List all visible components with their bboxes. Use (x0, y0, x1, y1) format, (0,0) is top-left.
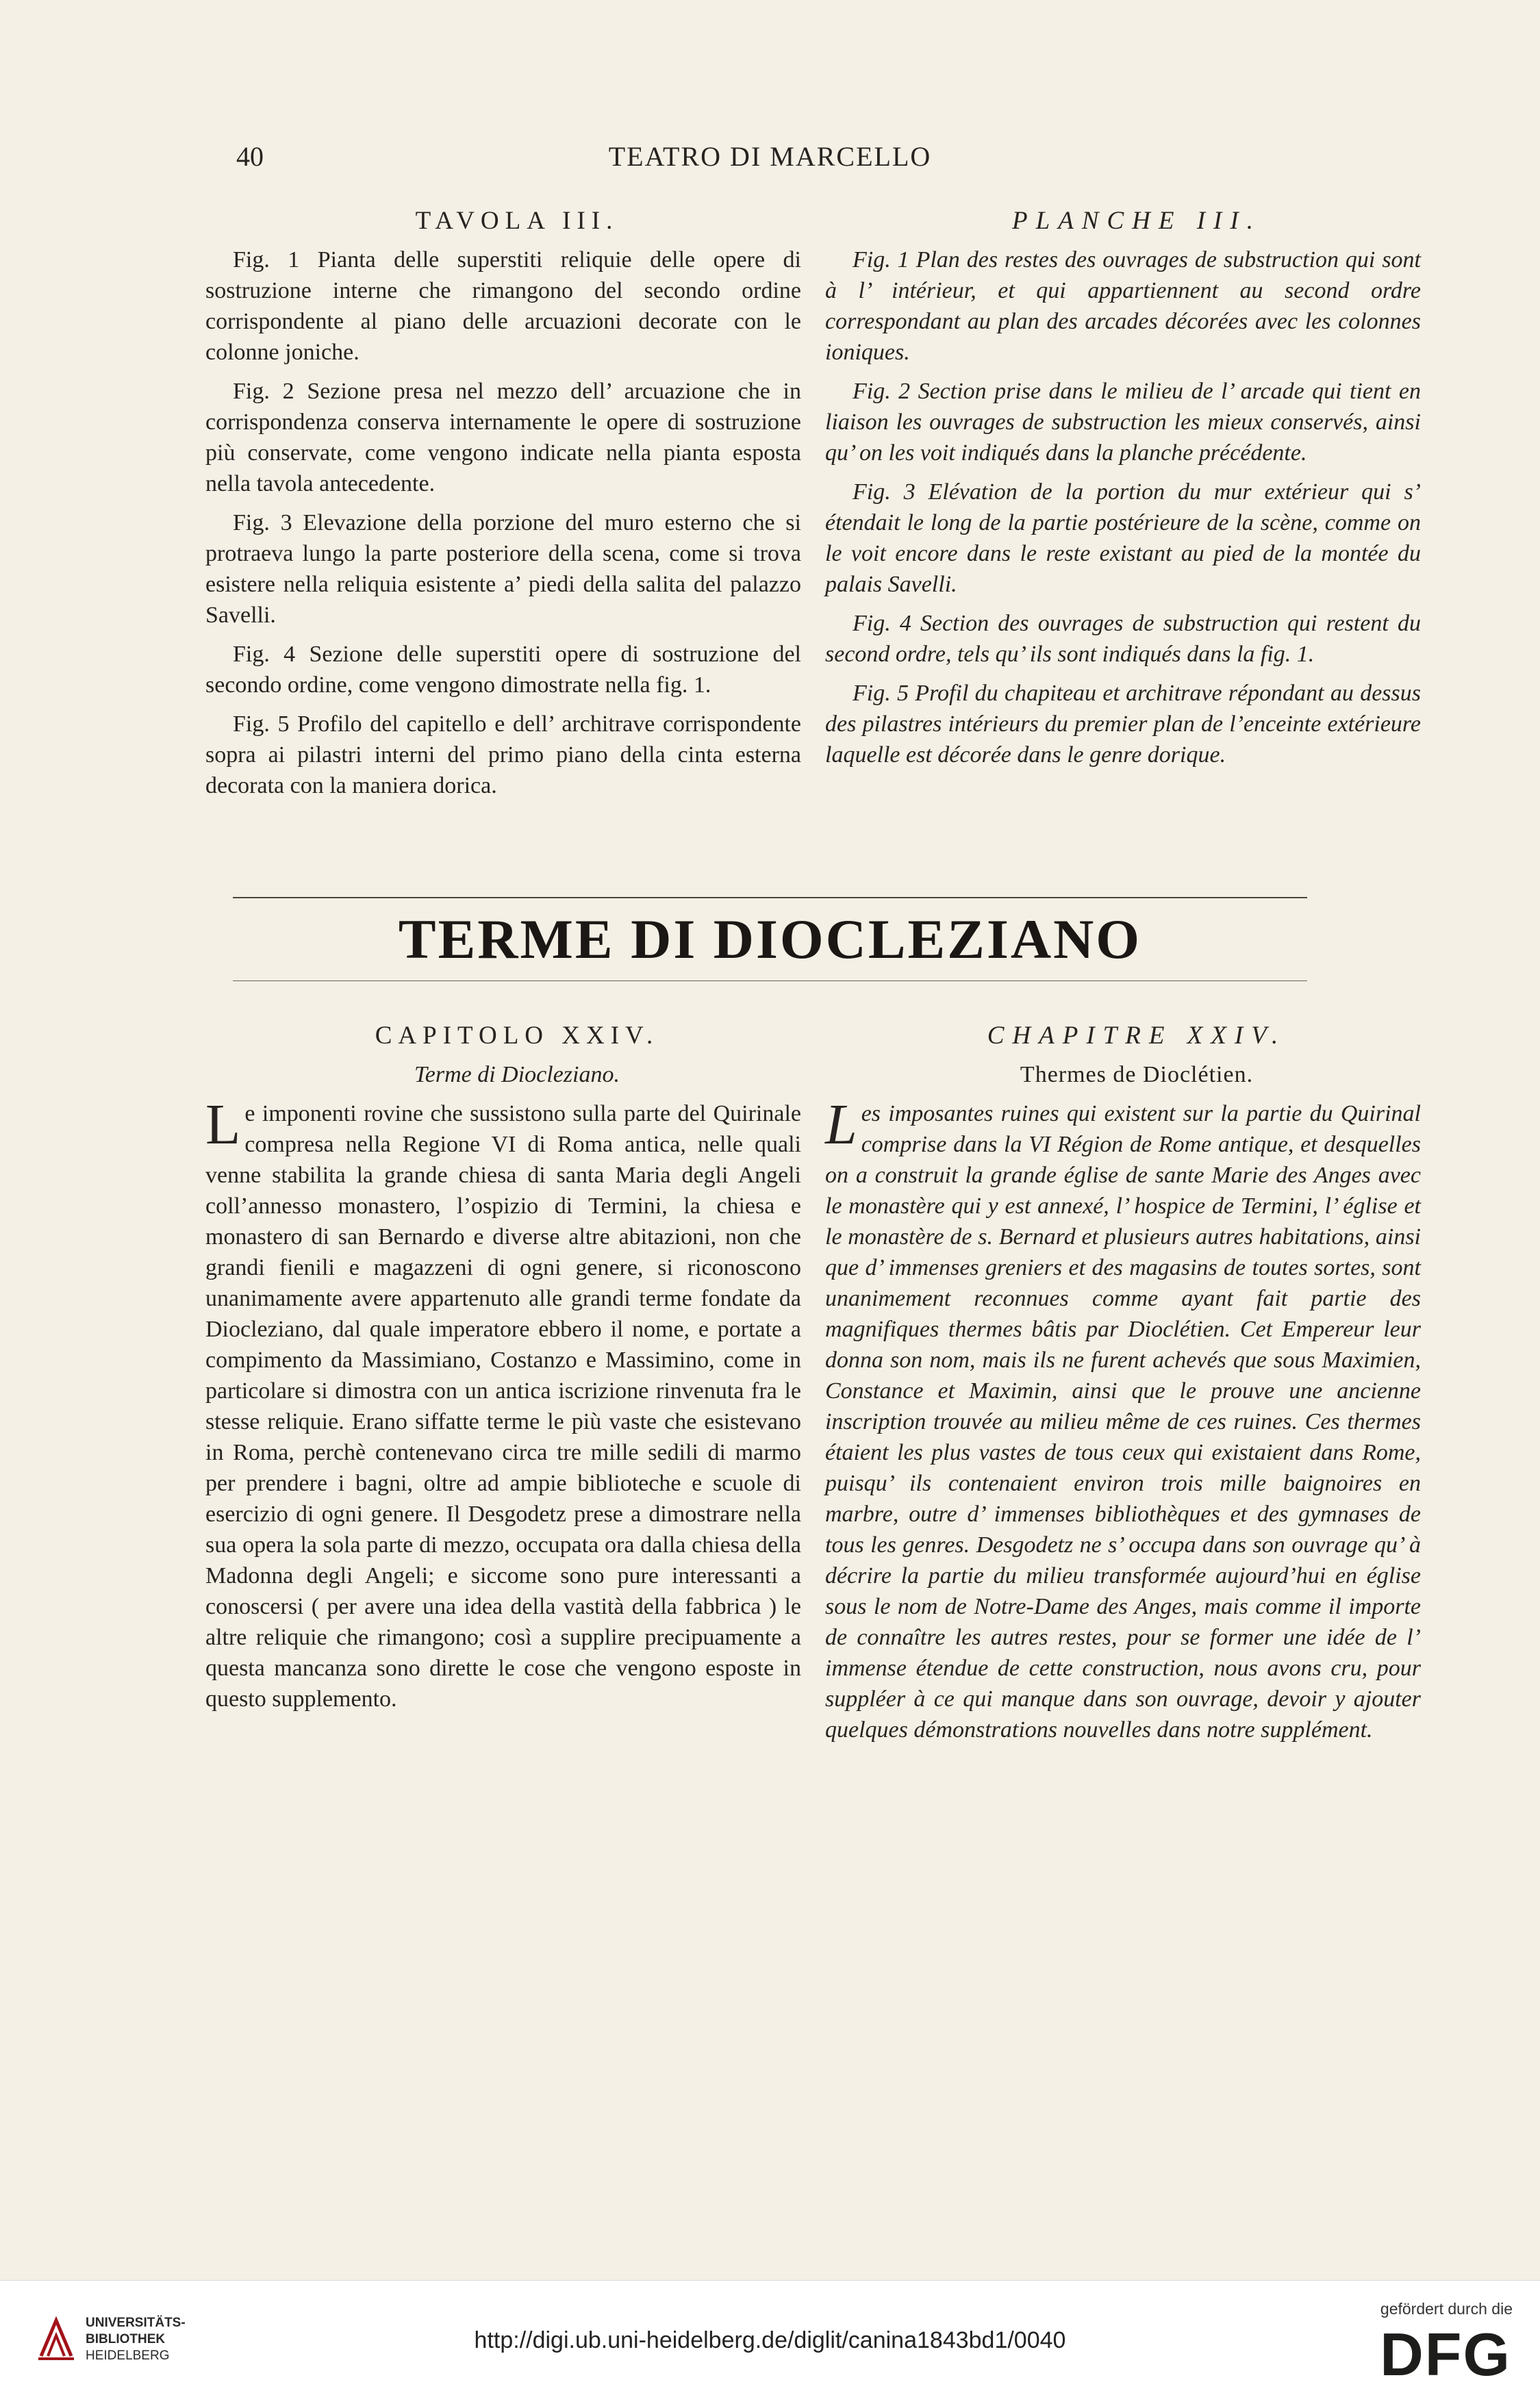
chapter-text-french: es imposantes ruines qui existent sur la partie du Quirinal comprise dans la VI Région de Rome antique, et desquelles on a construit la grande église de sante Marie des Anges avec le monastère qui y est annexé, l’ hospice de Termini, l’ église et le monastère de s. Bernard et plusieurs autres habitations, ainsi que d’ immenses greniers et des magasins de toutes sortes, sont unanimement reconnues comme ayant fait partie des magnifiques thermes bâtis par Dioclétien. Cet Empereur leur donna son nom, mais ils ne furent achevés que sous Maximien, Constance et Maximin, ainsi que le prouve une ancienne inscription trouvée au milieu même de ces ruines. Ces thermes étaient les plus vastes de tous ceux qui existaient dans Rome, puisqu’ ils contenaient environ trois mille baignoires en marbre, outre d’ immenses bibliothèques et des gymnases de tous les genres. Desgodetz ne s’ occupa dans son ouvrage qu’ à décrire la partie du milieu transformée aujourd’hui en église sous le nom de Notre-Dame des Anges, mais comme il importe de connaître les autres restes, pour se former une idée de l’ immense étendue de cette construction, nous avons cru, pour suppléer à ce qui manque dans son ouvrage, devoir y ajouter quelques démonstrations nouvelles dans notre supplément. (825, 1101, 1421, 1743)
page-number: 40 (236, 141, 264, 172)
plate-fig-3-french: Fig. 3 Elévation de la portion du mur extérieur qui s’ étendait le long de la partie postérieure de la scène, comme on le voit encore dans le reste existant au pied de la montée du palais Savelli. (825, 479, 1421, 597)
chapter-french (825, 1020, 1421, 1753)
plate-fig-4-french: Fig. 4 Section des ouvrages de substruction qui restent du second ordre, tels qu’ ils sont indiqués dans la fig. 1. (825, 611, 1421, 667)
library-name-line-2: BIBLIOTHEK (86, 2332, 166, 2346)
chapter-body-italian (205, 1093, 801, 1714)
plate-fig-1-french: Fig. 1 Plan des restes des ouvrages de substruction qui sont à l’ intérieur, et qui appartiennent au second ordre correspondant au plan des arcades décorées avec les colonnes ioniques. (825, 247, 1421, 365)
plate-heading-french: PLANCHE III. (1012, 207, 1261, 235)
plate-fig-2-italian: Fig. 2 Sezione presa nel mezzo dell’ arcuazione che in corrispondenza conserva internamente le opere di sostruzione più conservate, come vengono indicate nella pianta esposta nella tavola antecedente. (205, 379, 801, 496)
dfg-logo[interactable]: DFG (1380, 2320, 1511, 2388)
plate-fig-3-italian: Fig. 3 Elevazione della porzione del muro esterno che si protraeva lungo la parte posteriore della scena, come si trova esistere nella reliquia esistente a’ piedi della salita del palazzo Savelli. (205, 510, 801, 628)
dropcap-italian: L (205, 1093, 241, 1156)
permalink-url[interactable]: http://digi.ub.uni-heidelberg.de/diglit/canina1843bd1/0040 (474, 2327, 1066, 2353)
dropcap-french: L (825, 1093, 857, 1156)
chapter-body-french (825, 1093, 1421, 1745)
library-name-line-3: HEIDELBERG (86, 2348, 170, 2363)
plate-fig-5-french: Fig. 5 Profil du chapiteau et architrave répondant au dessus des pilastres intérieurs du premier plan de l’enceinte extérieure laquelle est décorée dans le genre dorique. (825, 681, 1421, 768)
chapter-subtitle-french: Thermes de Dioclétien. (1020, 1062, 1254, 1087)
chapter-text-italian: e imponenti rovine che sussistono sulla parte del Quirinale compresa nella Regione VI di Roma antica, nelle quali venne stabilita la grande chiesa di santa Maria degli Angeli coll’annesso monastero, l’ospizio di Termini, la chiesa e monastero di san Bernardo e diverse altre abitazioni, non che grandi fienili e magazzeni di ogni genere, si riconoscono unanimamente avere appartenuto alle grandi terme fondate da Diocleziano, dal quale imperatore ebbero il nome, e portate a compimento da Massimiano, Costanzo e Massimino, come in particolare si dimostra con un antica iscrizione rinvenuta fra le stesse reliquie. Erano siffatte terme le più vaste che esistevano in Roma, perchè contenevano circa tre mille sedili di marmo per prendere i bagni, oltre ad ampie biblioteche e scuole di esercizio di ogni genere. Il Desgodetz prese a dimostrare nella sua opera la sola parte di mezzo, occupata ora dalla chiesa della Madonna degli Angeli; e siccome sono pure interessanti a conoscersi ( per avere una idea della vastità della fabbrica ) le altre reliquie che rimangono; così a supplire precipuamente a questa mancanza sono dirette le cose che vengono esposte in questo supplemento. (205, 1101, 801, 1712)
plate-fig-4-italian: Fig. 4 Sezione delle superstiti opere di sostruzione del secondo ordine, come vengono dimostrate nella fig. 1. (205, 642, 801, 698)
library-name-line-1: UNIVERSITÄTS- (86, 2316, 186, 2330)
plate-description-french (825, 205, 1421, 778)
chapter-heading-french: CHAPITRE XXIV. (987, 1022, 1287, 1050)
chapter-subtitle-italian: Terme di Diocleziano. (414, 1062, 620, 1087)
main-title: TERME DI DIOCLEZIANO (398, 908, 1142, 970)
title-rule-bottom (233, 980, 1307, 981)
chapter-heading-italian: CAPITOLO XXIV. (375, 1022, 659, 1050)
plate-fig-5-italian: Fig. 5 Profilo del capitello e dell’ architrave corrispondente sopra ai pilastri interni del primo piano della cinta esterna decorata con la maniera dorica. (205, 711, 801, 798)
plate-fig-1-italian: Fig. 1 Pianta delle superstiti reliquie delle opere di sostruzione interne che rimangono del secondo ordine corrispondente al piano delle arcuazioni decorate con le colonne joniche. (205, 247, 801, 365)
chapter-italian (205, 1020, 801, 1723)
plate-fig-2-french: Fig. 2 Section prise dans le milieu de l’ arcade qui tient en liaison les ouvrages de substruction les mieux conservés, ainsi qu’ on les voit indiqués dans la planche précédente. (825, 379, 1421, 466)
viewer-footer (0, 2280, 1540, 2393)
title-rule-top (233, 897, 1307, 898)
plate-heading-italian: TAVOLA III. (415, 207, 619, 235)
plate-description-italian (205, 205, 801, 809)
funding-note: gefördert durch die (1380, 2300, 1513, 2318)
running-title: TEATRO DI MARCELLO (608, 141, 932, 172)
page-header (0, 140, 1540, 181)
